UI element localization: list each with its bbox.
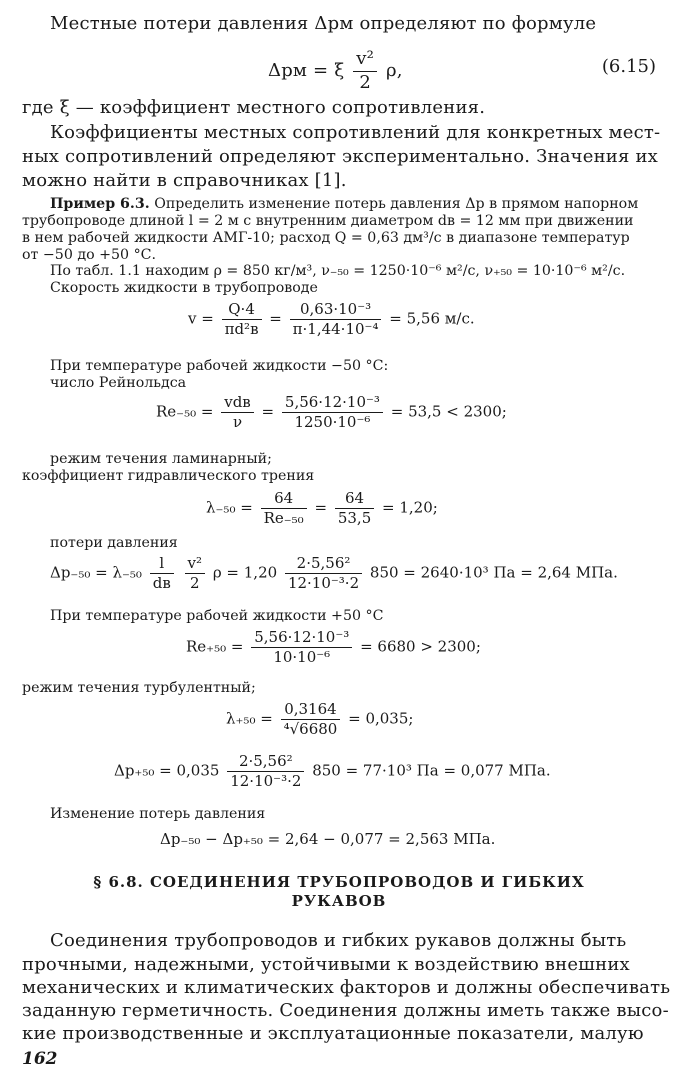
text-line: кие производственные и эксплуатационные показатели, малую	[22, 1023, 644, 1044]
denominator: 53,5	[337, 508, 372, 527]
denominator: π·1,44·10⁻⁴	[292, 319, 379, 338]
denominator: dв	[152, 573, 171, 592]
text-line: потери давления	[50, 535, 178, 551]
formula-part: ρ,	[386, 60, 403, 81]
example-line: По табл. 1.1 находим ρ = 850 кг/м³, ν₋₅₀ = 1250·10⁻⁶ м²/с, ν₊₅₀ = 10·10⁻⁶ м²/с.	[50, 263, 626, 279]
formula-part: =	[314, 498, 328, 517]
text-line: Соединения трубопроводов и гибких рукавов должны быть	[50, 930, 627, 951]
numerator: 2·5,56²	[285, 554, 362, 574]
text-line: режим течения ламинарный;	[50, 451, 272, 467]
numerator: vdв	[221, 393, 254, 413]
text-line: где ξ — коэффициент местного сопротивления.	[22, 97, 486, 118]
formula-part: 850 = 2640·10³ Па = 2,64 МПа.	[369, 563, 618, 582]
numerator: v²	[353, 48, 377, 72]
equation-number: (6.15)	[601, 56, 656, 77]
text-line: режим течения турбулентный;	[22, 680, 256, 696]
fraction	[221, 393, 254, 432]
reynolds-formula-minus50	[156, 393, 507, 432]
denominator: 2	[359, 71, 372, 93]
text-line: При температуре рабочей жидкости +50 °С	[50, 608, 384, 624]
friction-formula-minus50	[206, 489, 438, 528]
denominator: ν	[232, 412, 243, 431]
denominator: 10·10⁻⁶	[273, 647, 331, 666]
fraction	[282, 393, 383, 432]
numerator: l	[150, 554, 174, 574]
fraction	[261, 489, 307, 528]
text-line: коэффициент гидравлического трения	[22, 468, 315, 484]
denominator: πd²в	[224, 319, 259, 338]
pressure-loss-formula-plus50	[114, 752, 551, 791]
formula-part: Re₋₅₀ =	[156, 402, 214, 421]
numerator: Q·4	[222, 300, 262, 320]
example-line: от −50 до +50 °С.	[22, 247, 157, 263]
fraction	[251, 628, 352, 667]
numerator: 2·5,56²	[227, 752, 304, 772]
formula-part: = 0,035;	[348, 709, 414, 728]
formula-part: λ₋₅₀ =	[206, 498, 253, 517]
numerator: 5,56·12·10⁻³	[251, 628, 352, 648]
denominator: ⁴√6680	[283, 719, 338, 738]
pressure-loss-formula-minus50	[50, 554, 618, 593]
example-line: Скорость жидкости в трубопроводе	[50, 280, 318, 296]
example-text: Определить изменение потерь давления Δp в прямом напорном	[149, 196, 639, 212]
denominator: 1250·10⁻⁶	[294, 412, 371, 431]
text-line: При температуре рабочей жидкости −50 °С:	[50, 358, 389, 374]
formula-part: Δp₋₅₀ = λ₋₅₀	[50, 563, 142, 582]
formula-part: = 53,5 < 2300;	[390, 402, 507, 421]
formula-part: ρ = 1,20	[212, 563, 278, 582]
formula-part: =	[269, 309, 282, 328]
fraction	[281, 700, 341, 739]
formula-part: λ₊₅₀ =	[226, 709, 273, 728]
text-line: Местные потери давления Δpм определяют по формуле	[50, 13, 597, 34]
text-line: прочными, надежными, устойчивыми к воздействию внешних	[22, 954, 630, 975]
numerator: 64	[335, 489, 374, 509]
fraction	[353, 48, 377, 94]
example-line: трубопроводе длиной l = 2 м с внутренним диаметром dв = 12 мм при движении	[22, 213, 634, 229]
section-heading: РУКАВОВ	[291, 892, 387, 910]
fraction	[227, 752, 304, 791]
denominator: 2	[190, 573, 200, 592]
example-title: Пример 6.3.	[50, 196, 150, 212]
formula-part: = 6680 > 2300;	[360, 637, 481, 656]
pressure-difference-formula: Δp₋₅₀ − Δp₊₅₀ = 2,64 − 0,077 = 2,563 МПа.	[160, 830, 496, 848]
friction-formula-plus50	[226, 700, 413, 739]
text-line: Изменение потерь давления	[50, 806, 266, 822]
numerator: v²	[185, 554, 206, 574]
denominator: Re₋₅₀	[263, 508, 304, 527]
numerator: 5,56·12·10⁻³	[282, 393, 383, 413]
formula-6-15	[268, 48, 403, 94]
section-heading: § 6.8. СОЕДИНЕНИЯ ТРУБОПРОВОДОВ И ГИБКИХ	[93, 873, 585, 891]
formula-part: = 1,20;	[382, 498, 438, 517]
reynolds-formula-plus50	[186, 628, 481, 667]
text-line: Коэффициенты местных сопротивлений для конкретных мест-	[50, 122, 661, 143]
fraction	[290, 300, 382, 339]
page-number: 162	[22, 1049, 58, 1069]
numerator: 0,63·10⁻³	[290, 300, 382, 320]
formula-part: =	[261, 402, 275, 421]
formula-part: Re₊₅₀ =	[186, 637, 244, 656]
formula-part: Δp₊₅₀ = 0,035	[114, 761, 220, 780]
denominator: 12·10⁻³·2	[287, 573, 360, 592]
example-line: в нем рабочей жидкости АМГ-10; расход Q = 0,63 дм³/с в диапазоне температур	[22, 230, 630, 246]
velocity-formula	[188, 300, 475, 339]
example-line	[50, 196, 638, 212]
denominator: 12·10⁻³·2	[230, 771, 302, 790]
formula-part: v =	[188, 309, 214, 328]
fraction	[335, 489, 374, 528]
fraction	[150, 554, 174, 593]
text-line: число Рейнольдса	[50, 375, 187, 391]
numerator: 0,3164	[281, 700, 341, 720]
text-line: заданную герметичность. Соединения должны иметь также высо-	[22, 1000, 669, 1021]
text-line: можно найти в справочниках [1].	[22, 170, 347, 191]
fraction	[285, 554, 362, 593]
fraction	[185, 554, 206, 593]
numerator: 64	[261, 489, 307, 509]
fraction	[222, 300, 262, 339]
formula-part: = 5,56 м/с.	[389, 309, 475, 328]
formula-part: Δpм = ξ	[268, 60, 345, 81]
formula-part: 850 = 77·10³ Па = 0,077 МПа.	[312, 761, 551, 780]
text-line: механических и климатических факторов и должны обеспечивать	[22, 977, 671, 998]
text-line: ных сопротивлений определяют экспериментально. Значения их	[22, 146, 658, 167]
